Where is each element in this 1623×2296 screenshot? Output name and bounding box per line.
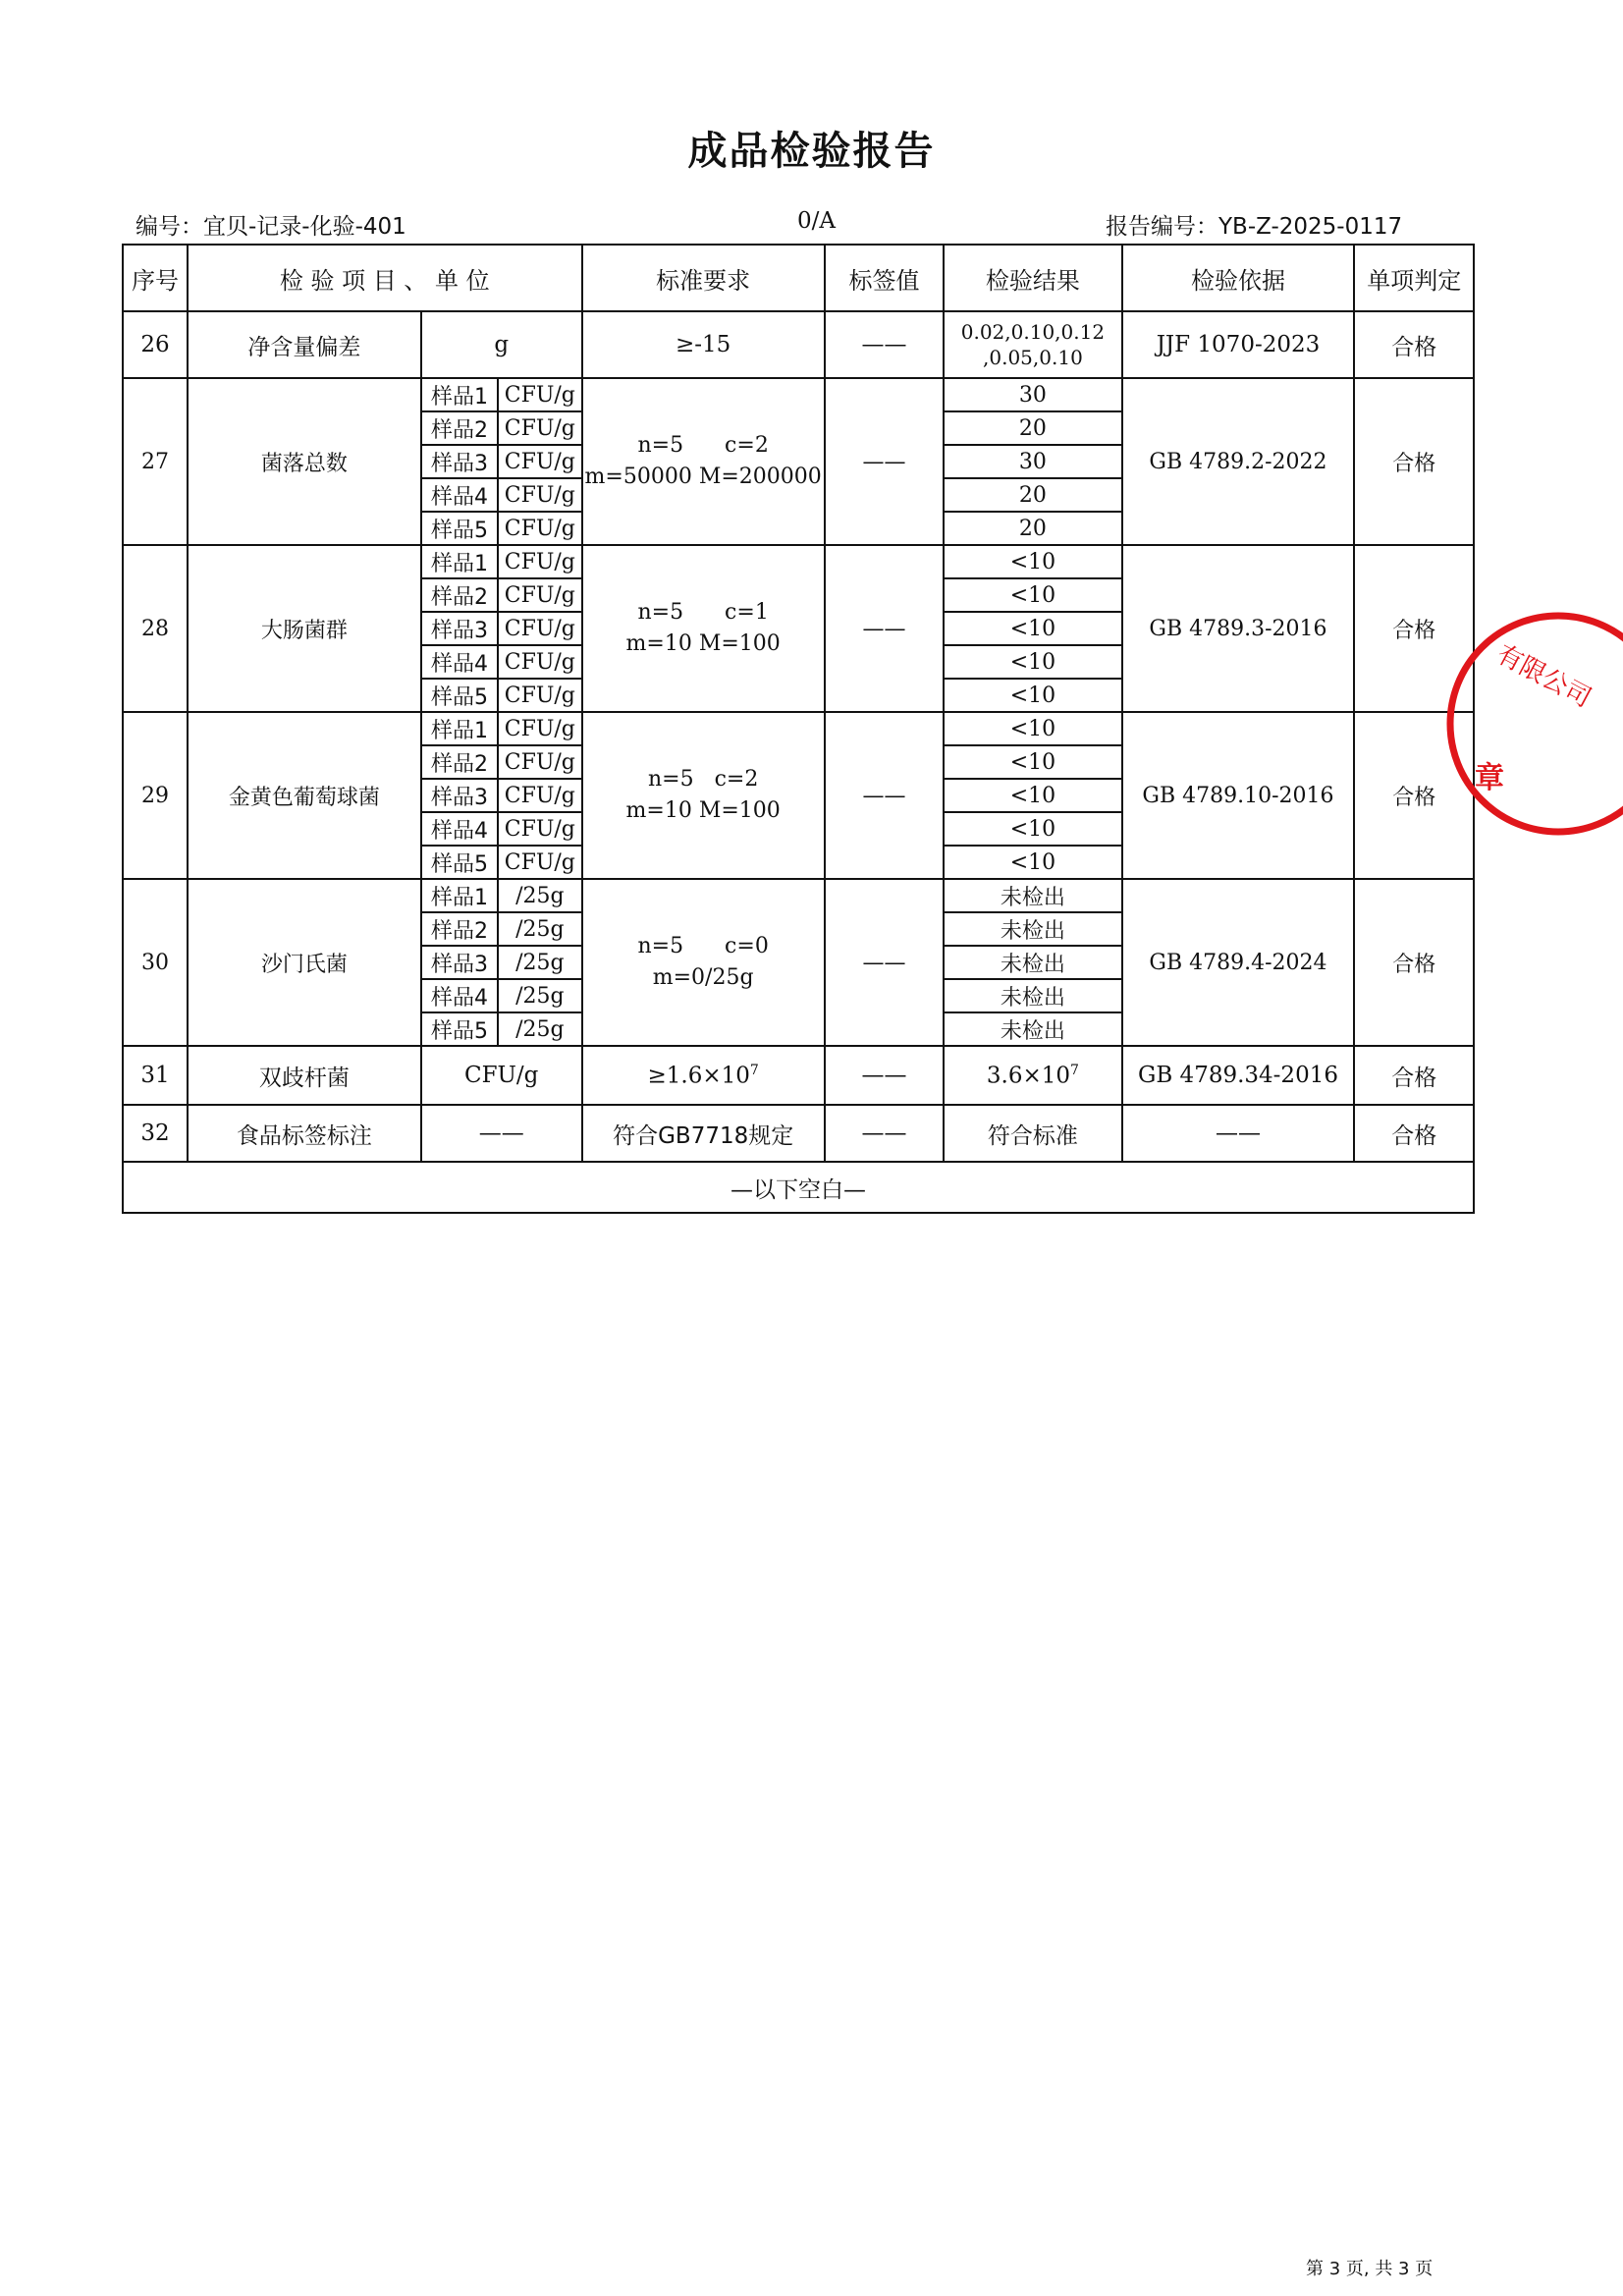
sample-unit: /25g <box>498 912 582 946</box>
sample-result: 未检出 <box>944 946 1121 979</box>
sample-result: <10 <box>944 712 1121 745</box>
sample-unit: CFU/g <box>498 512 582 545</box>
row-seq: 27 <box>123 378 188 545</box>
test-basis: GB 4789.10-2016 <box>1122 712 1355 879</box>
col-standard: 标准要求 <box>582 245 825 311</box>
sample-label: 样品5 <box>421 512 498 545</box>
label-value: —— <box>825 311 945 378</box>
item-name: 双歧杆菌 <box>188 1046 421 1105</box>
sample-result: 30 <box>944 378 1121 411</box>
sample-label: 样品2 <box>421 411 498 445</box>
standard-requirement <box>582 1046 825 1105</box>
standard-line-2: m=10 M=100 <box>625 631 781 656</box>
item-name: 金黄色葡萄球菌 <box>188 712 421 879</box>
sample-unit: /25g <box>498 1012 582 1046</box>
sample-unit: CFU/g <box>498 478 582 512</box>
sample-result: 30 <box>944 445 1121 478</box>
report-number: 报告编号：YB-Z-2025-0117 <box>1106 214 1403 240</box>
test-basis: GB 4789.34-2016 <box>1122 1046 1355 1105</box>
test-result <box>944 1046 1121 1105</box>
judgement: 合格 <box>1354 1046 1474 1105</box>
sample-result: 未检出 <box>944 879 1121 912</box>
result-exponent: 7 <box>1070 1062 1079 1078</box>
sample-label: 样品2 <box>421 912 498 946</box>
result-base: 3.6×10 <box>986 1063 1071 1089</box>
col-item: 检 验 项 目 、 单 位 <box>188 245 582 311</box>
row-seq: 28 <box>123 545 188 712</box>
table-row <box>123 545 1474 578</box>
sample-label: 样品2 <box>421 745 498 779</box>
sample-label: 样品4 <box>421 979 498 1012</box>
standard-requirement <box>582 545 825 712</box>
standard-line-2: m=0/25g <box>652 965 754 990</box>
row-seq: 26 <box>123 311 188 378</box>
table-row <box>123 311 1474 378</box>
sample-label: 样品4 <box>421 645 498 679</box>
standard-requirement <box>582 378 825 545</box>
label-value: —— <box>825 1046 945 1105</box>
sample-unit: CFU/g <box>498 612 582 645</box>
judgement: 合格 <box>1354 545 1474 712</box>
standard-base: ≥1.6×10 <box>647 1063 750 1089</box>
judgement: 合格 <box>1354 378 1474 545</box>
table-row <box>123 378 1474 411</box>
label-value: —— <box>825 545 945 712</box>
sample-label: 样品3 <box>421 445 498 478</box>
sample-unit: /25g <box>498 879 582 912</box>
sample-unit: CFU/g <box>498 578 582 612</box>
sample-label: 样品4 <box>421 812 498 846</box>
table-header-row <box>123 245 1474 311</box>
sample-unit: CFU/g <box>498 545 582 578</box>
record-number: 编号：宜贝-记录-化验-401 <box>135 214 406 240</box>
judgement: 合格 <box>1354 712 1474 879</box>
sample-result: 未检出 <box>944 1012 1121 1046</box>
table-row <box>123 712 1474 745</box>
sample-result: <10 <box>944 545 1121 578</box>
col-judgement: 单项判定 <box>1354 245 1474 311</box>
sample-result: 20 <box>944 512 1121 545</box>
test-basis: JJF 1070-2023 <box>1122 311 1355 378</box>
label-value: —— <box>825 1105 945 1162</box>
table-row <box>123 879 1474 912</box>
page-footer: 第 3 页, 共 3 页 <box>1306 2259 1434 2279</box>
sample-result: 20 <box>944 411 1121 445</box>
test-result: 0.02,0.10,0.12 ,0.05,0.10 <box>944 311 1121 378</box>
sample-unit: CFU/g <box>498 745 582 779</box>
sample-unit: CFU/g <box>498 812 582 846</box>
end-note: —以下空白— <box>123 1162 1474 1213</box>
sample-result: <10 <box>944 779 1121 812</box>
seal-text-top: 有限公司 <box>1491 639 1596 714</box>
report-title: 成品检验报告 <box>687 129 936 174</box>
standard-requirement <box>582 712 825 879</box>
sample-result: 未检出 <box>944 979 1121 1012</box>
sample-label: 样品5 <box>421 679 498 712</box>
test-basis: —— <box>1122 1105 1355 1162</box>
seal-ring <box>1450 616 1623 832</box>
item-name: 大肠菌群 <box>188 545 421 712</box>
table-row <box>123 1105 1474 1162</box>
sample-unit: CFU/g <box>498 445 582 478</box>
sample-label: 样品3 <box>421 779 498 812</box>
row-seq: 30 <box>123 879 188 1046</box>
inspection-table <box>122 244 1475 1214</box>
row-seq: 31 <box>123 1046 188 1105</box>
sample-result: 20 <box>944 478 1121 512</box>
test-basis: GB 4789.2-2022 <box>1122 378 1355 545</box>
version-code: 0/A <box>797 208 836 234</box>
sample-label: 样品1 <box>421 879 498 912</box>
test-result: 符合标准 <box>944 1105 1121 1162</box>
test-basis: GB 4789.3-2016 <box>1122 545 1355 712</box>
standard-requirement: ≥-15 <box>582 311 825 378</box>
row-seq: 32 <box>123 1105 188 1162</box>
table-row <box>123 1162 1474 1213</box>
item-name: 菌落总数 <box>188 378 421 545</box>
sample-unit: /25g <box>498 946 582 979</box>
sample-result: <10 <box>944 812 1121 846</box>
sample-label: 样品1 <box>421 712 498 745</box>
sample-result: <10 <box>944 679 1121 712</box>
col-basis: 检验依据 <box>1122 245 1355 311</box>
standard-line-2: m=50000 M=200000 <box>584 465 822 489</box>
seal-text-bottom: 章 <box>1475 761 1504 795</box>
sample-result: <10 <box>944 745 1121 779</box>
sample-result: 未检出 <box>944 912 1121 946</box>
item-unit: g <box>421 311 582 378</box>
sample-label: 样品5 <box>421 1012 498 1046</box>
sample-label: 样品3 <box>421 612 498 645</box>
sample-result: <10 <box>944 612 1121 645</box>
standard-requirement: 符合GB7718规定 <box>582 1105 825 1162</box>
standard-line-1: n=5 c=0 <box>637 934 769 958</box>
sample-unit: CFU/g <box>498 712 582 745</box>
col-result: 检验结果 <box>944 245 1121 311</box>
label-value: —— <box>825 712 945 879</box>
sample-unit: CFU/g <box>498 411 582 445</box>
standard-line-1: n=5 c=2 <box>647 767 759 792</box>
label-value: —— <box>825 879 945 1046</box>
table-row <box>123 1046 1474 1105</box>
judgement: 合格 <box>1354 1105 1474 1162</box>
col-label-value: 标签值 <box>825 245 945 311</box>
standard-line-1: n=5 c=2 <box>637 433 769 458</box>
sample-result: <10 <box>944 578 1121 612</box>
sample-result: <10 <box>944 645 1121 679</box>
sample-unit: CFU/g <box>498 779 582 812</box>
label-value: —— <box>825 378 945 545</box>
standard-exponent: 7 <box>749 1062 759 1078</box>
item-name: 食品标签标注 <box>188 1105 421 1162</box>
sample-label: 样品2 <box>421 578 498 612</box>
sample-unit: CFU/g <box>498 378 582 411</box>
test-basis: GB 4789.4-2024 <box>1122 879 1355 1046</box>
company-seal <box>1367 601 1596 847</box>
item-name: 净含量偏差 <box>188 311 421 378</box>
sample-label: 样品1 <box>421 378 498 411</box>
sample-unit: /25g <box>498 979 582 1012</box>
sample-result: <10 <box>944 846 1121 879</box>
sample-label: 样品4 <box>421 478 498 512</box>
standard-line-2: m=10 M=100 <box>625 798 781 823</box>
judgement: 合格 <box>1354 311 1474 378</box>
standard-line-1: n=5 c=1 <box>637 600 769 625</box>
judgement: 合格 <box>1354 879 1474 1046</box>
sample-unit: CFU/g <box>498 645 582 679</box>
sample-label: 样品3 <box>421 946 498 979</box>
item-unit: CFU/g <box>421 1046 582 1105</box>
item-unit: —— <box>421 1105 582 1162</box>
sample-unit: CFU/g <box>498 846 582 879</box>
sample-unit: CFU/g <box>498 679 582 712</box>
row-seq: 29 <box>123 712 188 879</box>
sample-label: 样品1 <box>421 545 498 578</box>
item-name: 沙门氏菌 <box>188 879 421 1046</box>
standard-requirement <box>582 879 825 1046</box>
sample-label: 样品5 <box>421 846 498 879</box>
col-seq: 序号 <box>123 245 188 311</box>
